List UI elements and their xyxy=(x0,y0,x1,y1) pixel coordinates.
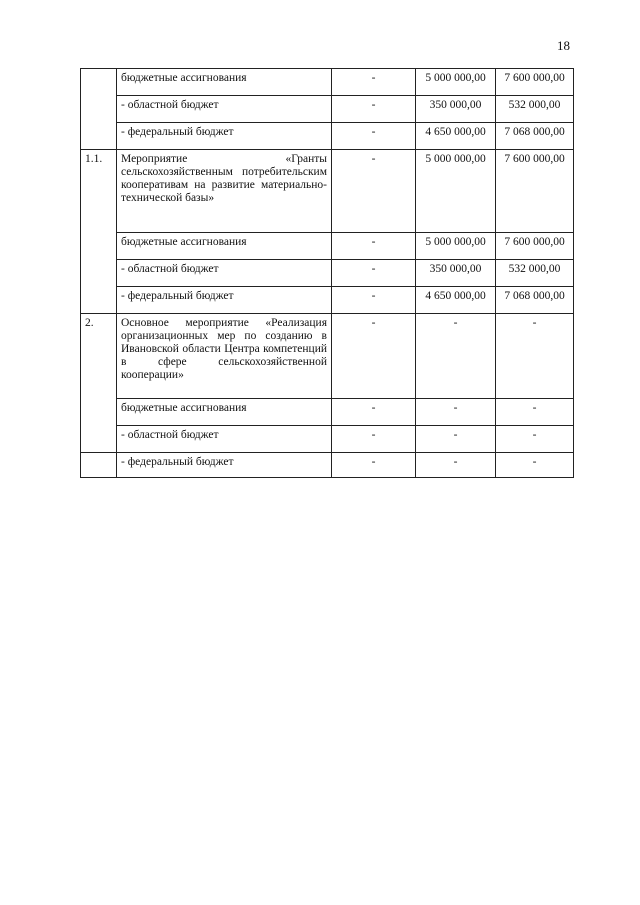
row-number-cell xyxy=(81,399,117,426)
value-cell-1: - xyxy=(332,260,416,287)
table-row xyxy=(81,96,574,123)
value-cell-1: - xyxy=(332,233,416,260)
table-row xyxy=(81,260,574,287)
value-cell-2: 350 000,00 xyxy=(416,260,496,287)
value-cell-3: - xyxy=(496,453,574,478)
value-cell-1: - xyxy=(332,96,416,123)
value-cell-2: - xyxy=(416,453,496,478)
row-number-cell xyxy=(81,287,117,314)
row-name-cell: бюджетные ассигнования xyxy=(117,233,332,260)
value-cell-2: 4 650 000,00 xyxy=(416,287,496,314)
table-row xyxy=(81,233,574,260)
row-name-cell: - областной бюджет xyxy=(117,96,332,123)
value-cell-3: 7 068 000,00 xyxy=(496,287,574,314)
table-row xyxy=(81,314,574,399)
row-number-cell xyxy=(81,426,117,453)
table-row xyxy=(81,69,574,96)
row-name-cell: Основное мероприятие «Реализация организационных мер по созданию в Ивановской области Центра компетенций в сфере сельскохозяйственной кооперации» xyxy=(117,314,332,399)
value-cell-1: - xyxy=(332,399,416,426)
value-cell-2: - xyxy=(416,426,496,453)
value-cell-3: 532 000,00 xyxy=(496,96,574,123)
row-number-cell xyxy=(81,69,117,96)
value-cell-2: 5 000 000,00 xyxy=(416,150,496,233)
page-number: 18 xyxy=(557,38,570,53)
value-cell-1: - xyxy=(332,123,416,150)
value-cell-3: - xyxy=(496,314,574,399)
table-row xyxy=(81,399,574,426)
table-row xyxy=(81,287,574,314)
row-name-cell: - областной бюджет xyxy=(117,426,332,453)
row-name-cell: - областной бюджет xyxy=(117,260,332,287)
value-cell-1: - xyxy=(332,69,416,96)
value-cell-1: - xyxy=(332,287,416,314)
table-row xyxy=(81,453,574,478)
table-row xyxy=(81,150,574,233)
row-name-cell: бюджетные ассигнования xyxy=(117,69,332,96)
value-cell-3: - xyxy=(496,399,574,426)
value-cell-2: 350 000,00 xyxy=(416,96,496,123)
row-number-cell: 1.1. xyxy=(81,150,117,233)
row-name-cell: Мероприятие «Гранты сельскохозяйственным потребительским кооперативам на развитие материально-технической базы» xyxy=(117,150,332,233)
value-cell-3: 7 600 000,00 xyxy=(496,69,574,96)
table-row xyxy=(81,123,574,150)
value-cell-1: - xyxy=(332,150,416,233)
row-name-cell: - федеральный бюджет xyxy=(117,287,332,314)
value-cell-3: - xyxy=(496,426,574,453)
row-number-cell: 2. xyxy=(81,314,117,399)
value-cell-2: - xyxy=(416,314,496,399)
row-name-cell: бюджетные ассигнования xyxy=(117,399,332,426)
value-cell-3: 7 600 000,00 xyxy=(496,150,574,233)
value-cell-1: - xyxy=(332,453,416,478)
row-number-cell xyxy=(81,96,117,123)
value-cell-2: 4 650 000,00 xyxy=(416,123,496,150)
value-cell-2: 5 000 000,00 xyxy=(416,233,496,260)
value-cell-3: 532 000,00 xyxy=(496,260,574,287)
row-number-cell xyxy=(81,123,117,150)
row-name-cell: - федеральный бюджет xyxy=(117,123,332,150)
row-number-cell xyxy=(81,233,117,260)
value-cell-3: 7 068 000,00 xyxy=(496,123,574,150)
row-name-cell: - федеральный бюджет xyxy=(117,453,332,478)
row-number-cell xyxy=(81,453,117,478)
budget-table xyxy=(80,68,574,478)
value-cell-1: - xyxy=(332,426,416,453)
value-cell-3: 7 600 000,00 xyxy=(496,233,574,260)
table-row xyxy=(81,426,574,453)
value-cell-2: 5 000 000,00 xyxy=(416,69,496,96)
value-cell-1: - xyxy=(332,314,416,399)
row-number-cell xyxy=(81,260,117,287)
value-cell-2: - xyxy=(416,399,496,426)
